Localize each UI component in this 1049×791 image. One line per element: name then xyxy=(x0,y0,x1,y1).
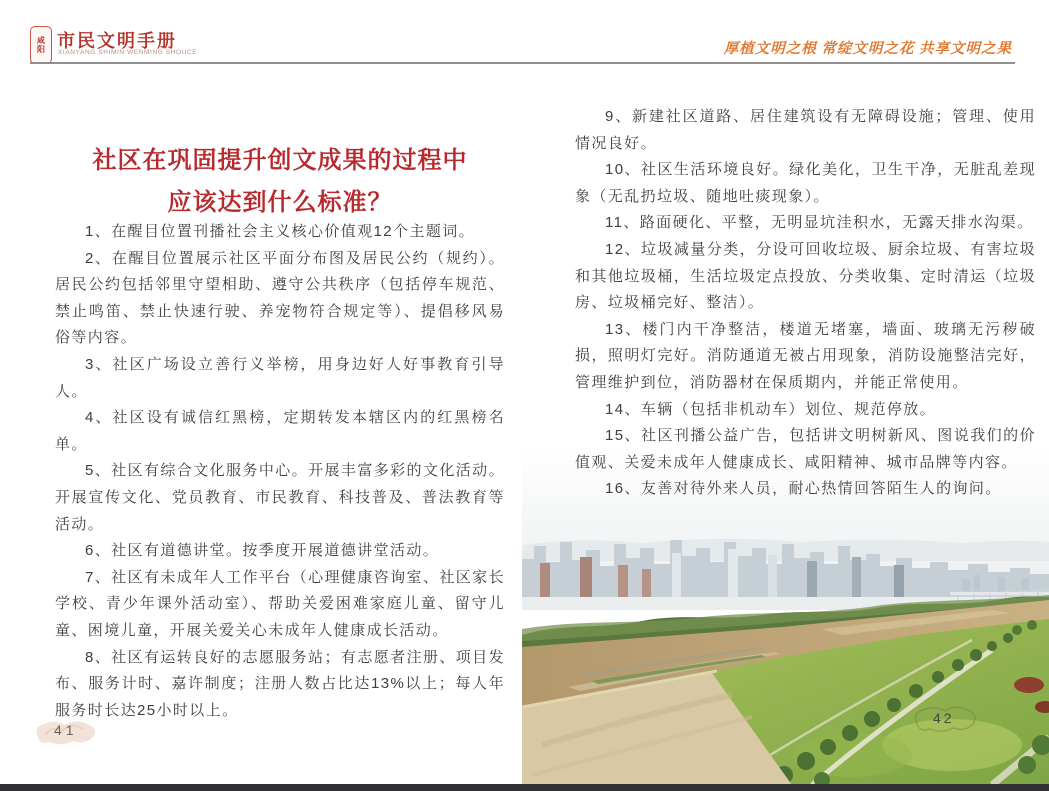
header-divider xyxy=(30,62,1015,64)
list-item: 10、社区生活环境良好。绿化美化，卫生干净，无脏乱差现象（无乱扔垃圾、随地吐痰现象）。 xyxy=(575,161,1036,205)
list-item: 7、社区有未成年人工作平台（心理健康咨询室、社区家长学校、青少年课外活动室）、帮助关爱困难家庭儿童、留守儿童、困境儿童，开展关爱关心未成年人健康成长活动。 xyxy=(55,568,505,639)
list-item: 9、新建社区道路、居住建筑设有无障碍设施；管理、使用情况良好。 xyxy=(575,108,1036,152)
left-page-body xyxy=(55,219,505,724)
publisher-seal-icon: 咸 阳 xyxy=(30,26,52,64)
handbook-subtitle: XIANYANG SHIMIN WENMING SHOUCE xyxy=(58,49,198,56)
list-item: 15、社区刊播公益广告，包括讲文明树新风、图说我们的价值观、关爱未成年人健康成长、咸阳精神、城市品牌等内容。 xyxy=(575,427,1036,471)
list-item: 14、车辆（包括非机动车）划位、规范停放。 xyxy=(605,400,937,418)
list-item: 8、社区有运转良好的志愿服务站；有志愿者注册、项目发布、服务计时、嘉许制度；注册人数占比达13%以上；每人年服务时长达25小时以上。 xyxy=(55,648,505,719)
window-bottom-bar xyxy=(0,784,1049,791)
list-item: 4、社区设有诚信红黑榜，定期转发本辖区内的红黑榜名单。 xyxy=(55,409,505,453)
list-item: 11、路面硬化、平整，无明显坑洼积水，无露天排水沟渠。 xyxy=(605,214,1034,232)
list-item: 12、垃圾减量分类，分设可回收垃圾、厨余垃圾、有害垃圾和其他垃圾桶，生活垃圾定点投放、分类收集、定时清运（垃圾房、垃圾桶完好、整洁）。 xyxy=(575,240,1036,312)
header-slogan: 厚植文明之根 常绽文明之花 共享文明之果 xyxy=(723,41,1012,57)
list-item: 2、在醒目位置展示社区平面分布图及居民公约（规约）。居民公约包括邻里守望相助、遵守公共秩序（包括停车规范、禁止鸣笛、禁止快速行驶、养宠物符合规定等）、提倡移风易俗等内容。 xyxy=(55,249,505,347)
page-number-right: 42 xyxy=(905,698,985,738)
handbook-title: 市民文明手册 xyxy=(57,31,177,51)
list-item: 13、楼门内干净整洁，楼道无堵塞，墙面、玻璃无污秽破损，照明灯完好。消防通道无被占用现象，消防设施整洁完好，管理维护到位，消防器材在保质期内，并能正常使用。 xyxy=(575,320,1036,391)
list-item: 16、友善对待外来人员，耐心热情回答陌生人的询问。 xyxy=(605,480,1002,498)
list-item: 5、社区有综合文化服务中心。开展丰富多彩的文化活动。开展宣传文化、党员教育、市民教育、科技普及、普法教育等活动。 xyxy=(55,462,505,533)
article-title xyxy=(55,140,505,224)
list-item: 3、社区广场设立善行义举榜，用身边好人好事教育引导人。 xyxy=(55,355,505,400)
article-title-line1: 社区在巩固提升创文成果的过程中 xyxy=(92,147,468,174)
article-title-line2: 应该达到什么标准？ xyxy=(167,189,393,216)
list-item: 1、在醒目位置刊播社会主义核心价值观12个主题词。 xyxy=(85,223,476,240)
list-item: 6、社区有道德讲堂。按季度开展道德讲堂活动。 xyxy=(85,542,440,560)
right-page-body xyxy=(575,104,1036,503)
page-number-left: 41 xyxy=(28,714,106,750)
